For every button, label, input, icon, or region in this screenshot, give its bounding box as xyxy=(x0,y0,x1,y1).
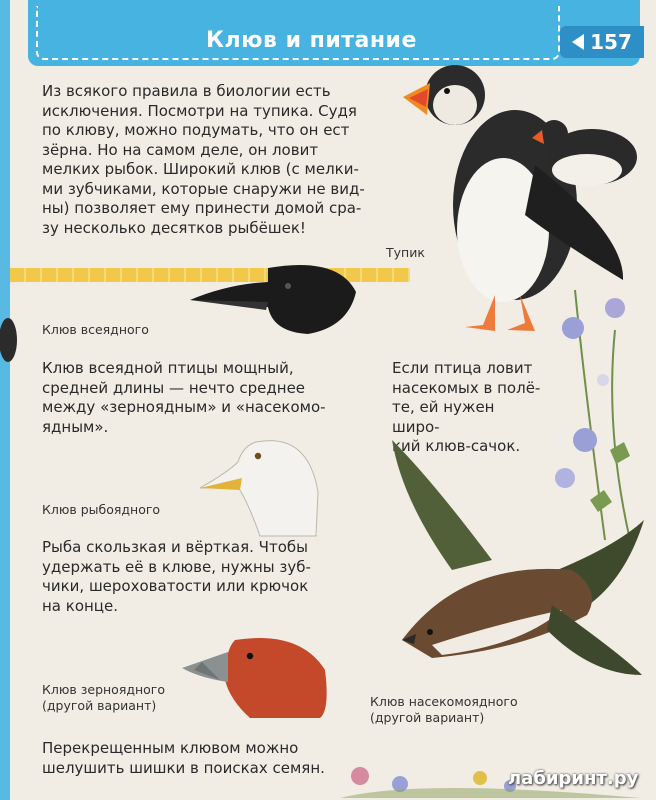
grain-paragraph xyxy=(42,739,338,778)
intro-line: по клюву, можно подумать, что он ест xyxy=(42,121,350,139)
crow-head-illustration xyxy=(188,262,363,342)
intro-line: исключения. Посмотри на тупика. Судя xyxy=(42,101,357,120)
insectivore-caption-line: Клюв насекомоядного xyxy=(370,694,518,709)
fish-eater-caption: Клюв рыбоядного xyxy=(42,502,161,517)
left-edge-strip xyxy=(0,0,10,800)
fish-paragraph xyxy=(42,538,342,616)
small-puffin-illustration xyxy=(532,112,642,202)
omnivore-line: Клюв всеядной птицы мощный, xyxy=(42,359,294,377)
omnivore-caption: Клюв всеядного xyxy=(42,322,149,337)
crossbill-head-illustration xyxy=(180,630,335,720)
grain-caption-line: (другой вариант) xyxy=(42,698,157,713)
intro-line: мелких рыбок. Широкий клюв (с мелки- xyxy=(42,160,359,178)
grain-line: шелушить шишки в поисках семян. xyxy=(42,758,325,777)
grain-line: Перекрещенным клювом можно xyxy=(42,739,299,757)
intro-line: Из всякого правила в биологии есть xyxy=(42,82,331,100)
insect-line: те, ей нужен широ- xyxy=(392,398,495,436)
page-number-box xyxy=(560,26,644,58)
omnivore-line: ядным». xyxy=(42,417,109,436)
page-title: Клюв и питание xyxy=(206,28,417,53)
fly-illustration xyxy=(0,310,22,370)
watermark-text: лабиринт.ру xyxy=(508,768,639,789)
insect-line: Если птица ловит xyxy=(392,359,533,377)
swift-illustration xyxy=(372,440,647,700)
fish-line: на конце. xyxy=(42,596,119,615)
triangle-left-icon xyxy=(572,34,584,50)
intro-line: ми зубчиками, которые снаружи не вид- xyxy=(42,179,365,198)
gull-head-illustration xyxy=(198,432,323,537)
grain-eater-caption xyxy=(42,682,165,714)
puffin-caption: Тупик xyxy=(386,245,425,260)
insect-line: кий клюв-сачок. xyxy=(392,437,521,455)
intro-line: ны) позволяет ему принести домой сра- xyxy=(42,199,362,217)
insectivore-caption-line: (другой вариант) xyxy=(370,710,485,725)
fish-line: чики, шероховатости или крючок xyxy=(42,577,309,595)
insectivore-caption xyxy=(370,694,518,726)
fish-line: удержать её в клюве, нужны зуб- xyxy=(42,557,311,576)
page-number: 157 xyxy=(590,30,632,54)
intro-paragraph xyxy=(42,82,382,238)
omnivore-line: между «зерноядным» и «насекомо- xyxy=(42,398,326,416)
omnivore-line: средней длины — нечто среднее xyxy=(42,378,306,397)
intro-line: зу несколько десятков рыбёшек! xyxy=(42,218,306,237)
omnivore-paragraph xyxy=(42,359,342,437)
grain-caption-line: Клюв зерноядного xyxy=(42,682,166,697)
fish-line: Рыба скользкая и вёрткая. Чтобы xyxy=(42,538,308,556)
insect-line: насекомых в полё- xyxy=(392,378,541,397)
intro-line: зёрна. Но на самом деле, он ловит xyxy=(42,140,319,159)
